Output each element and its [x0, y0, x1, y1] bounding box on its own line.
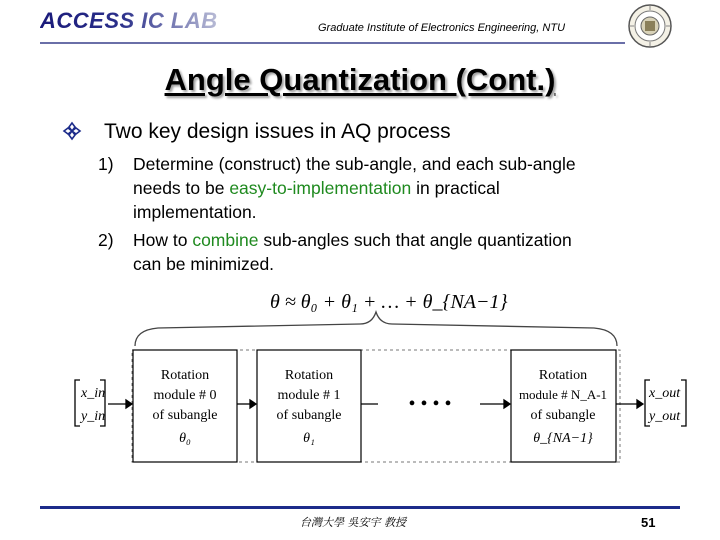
lab-name: ACCESS IC LAB	[40, 8, 218, 33]
page-title: Angle Quantization (Cont.)	[164, 62, 556, 97]
module-1	[257, 350, 361, 462]
diamond-bullet-icon	[62, 121, 82, 141]
item-2-line1-post: sub-angles such that angle quantization	[258, 230, 572, 250]
output-vector	[645, 380, 686, 426]
module-last-line3: of subangle	[530, 408, 596, 423]
item-1-line2	[133, 177, 500, 201]
rotation-pipeline-diagram	[60, 284, 694, 466]
header-divider	[40, 42, 625, 44]
module-1-angle: θ₁	[303, 431, 315, 446]
item-2-line1-pre: How to	[133, 230, 193, 250]
input-vector	[75, 380, 105, 426]
main-bullet-text: Two key design issues in AQ process	[104, 120, 451, 143]
module-0-line3: of subangle	[152, 408, 218, 423]
module-last-angle: θ_{NA−1}	[533, 431, 593, 446]
item-1-line2-pre: needs to be	[133, 178, 230, 198]
module-last	[511, 350, 616, 462]
ellipsis-dots: • • • •	[408, 393, 452, 415]
ntu-seal-icon	[628, 4, 672, 48]
module-last-line1: Rotation	[538, 368, 588, 383]
page-number: 51	[641, 515, 656, 530]
output-x: x_out	[649, 386, 681, 401]
institute-name: Graduate Institute of Electronics Engineering, NTU	[318, 22, 566, 34]
module-0-angle: θ₀	[179, 431, 191, 446]
item-1-line1: Determine (construct) the sub-angle, and each sub-angle	[133, 154, 576, 174]
module-1-line3: of subangle	[276, 408, 342, 423]
module-0-line1: Rotation	[160, 368, 210, 383]
item-1-number: 1)	[98, 154, 114, 174]
module-0	[133, 350, 237, 462]
module-0-line2: module # 0	[153, 388, 217, 403]
module-1-line1: Rotation	[284, 368, 334, 383]
item-1-line3: implementation.	[133, 202, 257, 222]
item-1-highlight: easy-to-implementation	[229, 178, 412, 198]
item-2-line2: can be minimized.	[133, 254, 275, 274]
equation-text: θ ≈ θ₀ + θ₁ + … + θ_{NA−1}	[270, 291, 508, 313]
brace	[135, 312, 617, 346]
output-y: y_out	[649, 409, 681, 424]
input-x: x_in	[81, 386, 106, 401]
item-2-line1	[133, 229, 572, 253]
module-1-line2: module # 1	[277, 388, 341, 403]
footer-divider	[40, 506, 680, 509]
item-2-highlight: combine	[192, 230, 259, 250]
footer-author: 台灣大學 吳安宇 教授	[300, 516, 406, 529]
item-2-number: 2)	[98, 230, 114, 250]
module-last-line2: module # N_A-1	[518, 387, 608, 402]
input-y: y_in	[81, 409, 106, 424]
item-1-line2-post: in practical	[411, 178, 500, 198]
